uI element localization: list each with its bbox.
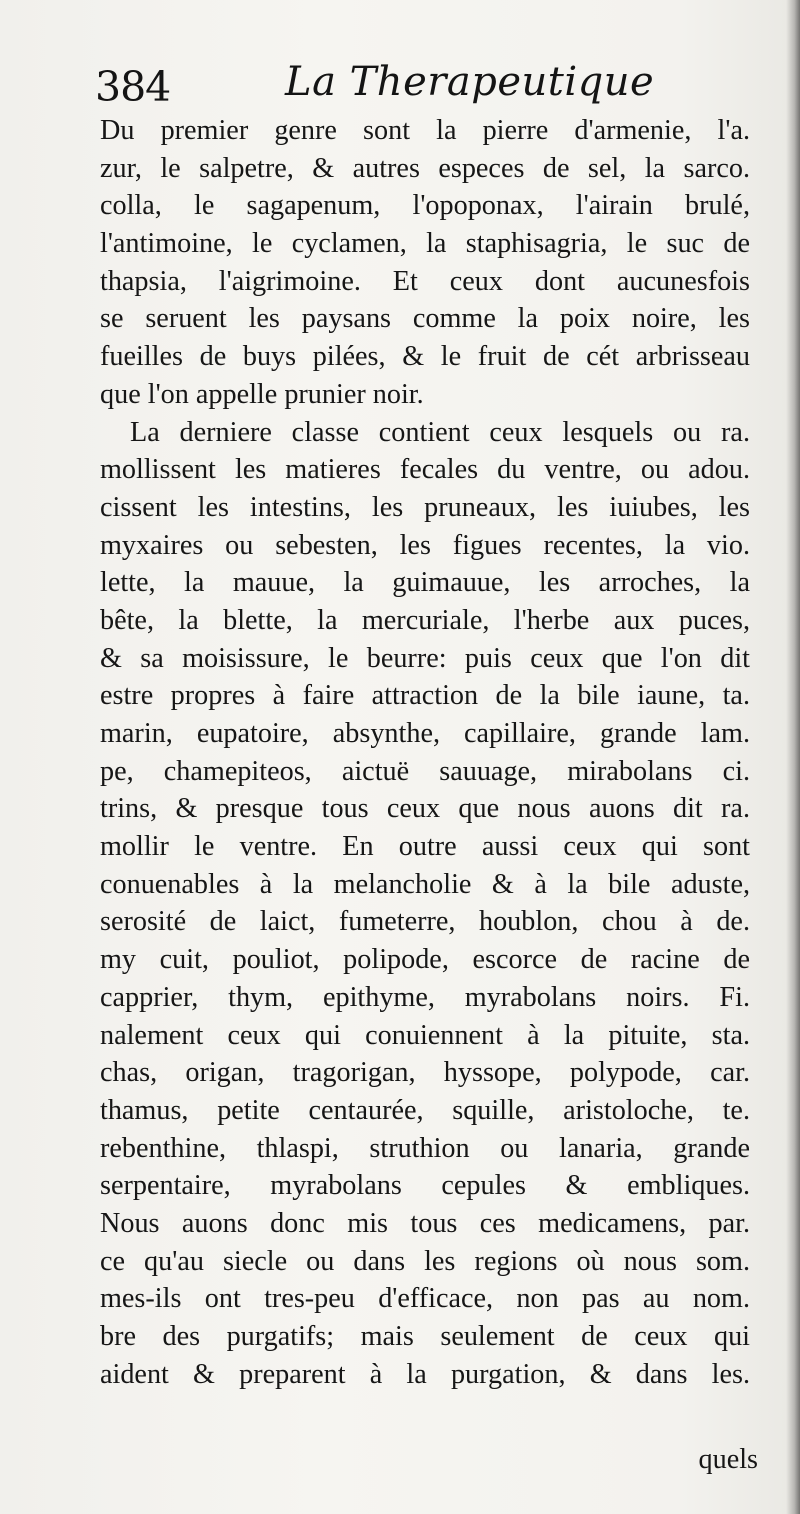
text-line: rebenthine, thlaspi, struthion ou lanaria, grande bbox=[100, 1132, 750, 1164]
text-line: serpentaire, myrabolans cepules & embliques. bbox=[100, 1170, 750, 1202]
text-line: cissent les intestins, les pruneaux, les iuiubes, les bbox=[100, 491, 750, 523]
text-line: mes-ils ont tres-peu d'efficace, non pas au nom. bbox=[100, 1283, 750, 1315]
text-line: serosité de laict, fumeterre, houblon, chou à de. bbox=[100, 906, 750, 938]
text-line: estre propres à faire attraction de la bile iaune, ta. bbox=[100, 680, 750, 712]
text-line: nalement ceux qui conuiennent à la pituite, sta. bbox=[100, 1019, 750, 1051]
text-line: ce qu'au siecle ou dans les regions où nous som. bbox=[100, 1245, 750, 1277]
page-number: 384 bbox=[95, 63, 171, 111]
text-line: fueilles de buys pilées, & le fruit de cét arbrisseau bbox=[100, 341, 750, 373]
text-line: mollir le ventre. En outre aussi ceux qui sont bbox=[100, 831, 750, 863]
text-line: my cuit, pouliot, polipode, escorce de racine de bbox=[100, 944, 750, 976]
text-line: que l'on appelle prunier noir. bbox=[100, 378, 424, 410]
text-line: conuenables à la melancholie & à la bile aduste, bbox=[100, 868, 750, 900]
text-line: myxaires ou sebesten, les figues recentes, la vio. bbox=[100, 529, 750, 561]
text-line: chas, origan, tragorigan, hyssope, polypode, car. bbox=[100, 1057, 750, 1089]
text-line: colla, le sagapenum, l'opoponax, l'airain brulé, bbox=[100, 190, 750, 222]
body-text bbox=[100, 112, 750, 1393]
text-line: La derniere classe contient ceux lesquels ou ra. bbox=[130, 416, 750, 448]
running-head bbox=[95, 55, 735, 115]
text-line: zur, le salpetre, & autres especes de sel, la sarco. bbox=[100, 152, 750, 184]
text-line: Nous auons donc mis tous ces medicamens, par. bbox=[100, 1207, 750, 1239]
text-line: mollissent les matieres fecales du ventre, ou adou. bbox=[100, 454, 750, 486]
text-line: pe, chamepiteos, aictuë sauuage, mirabolans ci. bbox=[100, 755, 750, 787]
text-line: aident & preparent à la purgation, & dans les. bbox=[100, 1358, 750, 1390]
text-line: bête, la blette, la mercuriale, l'herbe aux puces, bbox=[100, 604, 750, 636]
text-line: lette, la mauue, la guimauue, les arroches, la bbox=[100, 567, 750, 599]
text-line: capprier, thym, epithyme, myrabolans noirs. Fi. bbox=[100, 981, 750, 1013]
catchword: quels bbox=[698, 1444, 758, 1475]
text-line: se seruent les paysans comme la poix noire, les bbox=[100, 303, 750, 335]
text-line: Du premier genre sont la pierre d'armenie, l'a. bbox=[100, 115, 750, 146]
page-edge-shadow bbox=[786, 0, 800, 1514]
running-title: La Therapeutique bbox=[285, 59, 655, 105]
text-line: thapsia, l'aigrimoine. Et ceux dont aucunesfois bbox=[100, 265, 750, 297]
text-line: bre des purgatifs; mais seulement de ceux qui bbox=[100, 1321, 750, 1352]
text-line: trins, & presque tous ceux que nous auons dit ra. bbox=[100, 793, 750, 825]
text-line: l'antimoine, le cyclamen, la staphisagria, le suc de bbox=[100, 228, 750, 260]
text-line: & sa moisissure, le beurre: puis ceux que l'on dit bbox=[100, 642, 750, 674]
text-line: marin, eupatoire, absynthe, capillaire, grande lam. bbox=[100, 718, 750, 749]
text-line: thamus, petite centaurée, squille, aristoloche, te. bbox=[100, 1094, 750, 1126]
